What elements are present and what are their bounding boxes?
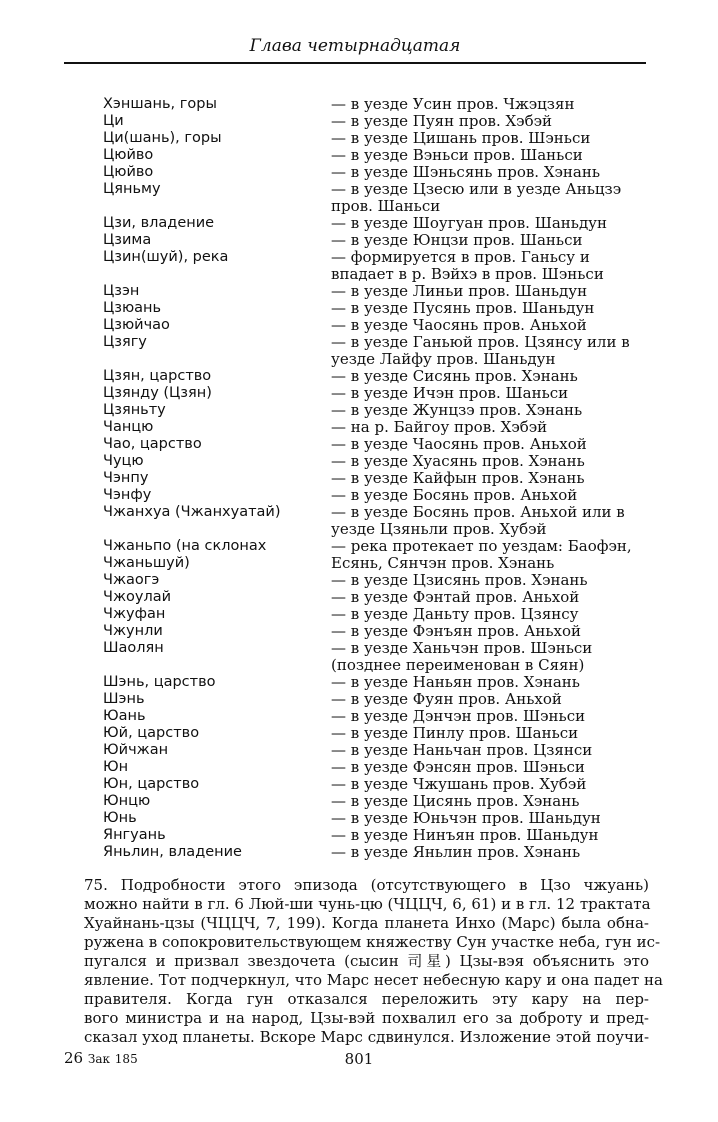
order-label: Зак	[87, 1052, 111, 1066]
place-location: — в уезде Наньян пров. Хэнань	[331, 673, 580, 691]
place-name: Юй, царство	[103, 725, 200, 741]
list-item	[103, 215, 648, 232]
place-location: — в уезде Сисянь пров. Хэнань	[331, 367, 578, 385]
place-location: — в уезде Цзесю или в уезде Аньцзэ пров. Шаньси	[331, 180, 622, 215]
place-name: Ци	[103, 113, 124, 129]
place-name: Чжунли	[103, 623, 163, 639]
place-location: — в уезде Нинъян пров. Шаньдун	[331, 826, 599, 844]
place-location: — в уезде Чжушань пров. Хубэй	[331, 775, 587, 793]
place-name: Цзин(шуй), река	[103, 249, 229, 265]
place-location: — в уезде Чаосянь пров. Аньхой	[331, 435, 587, 453]
place-name: Юн, царство	[103, 776, 200, 792]
list-item	[103, 300, 648, 317]
order-number: 185	[114, 1052, 138, 1066]
place-name: Хэншань, горы	[103, 96, 217, 112]
place-location: — в уезде Шоугуан пров. Шаньдун	[331, 214, 608, 232]
place-name: Юн	[103, 759, 129, 775]
list-item	[103, 844, 648, 861]
list-item	[103, 317, 648, 334]
list-item	[103, 470, 648, 487]
list-item	[103, 759, 648, 776]
place-name: Чжуфан	[103, 606, 166, 622]
place-location: — в уезде Фэнъян пров. Аньхой	[331, 622, 581, 640]
footnote-line: ружена в сопокровительствующем княжеству Сун участке неба, гун ис-	[84, 933, 661, 951]
place-name: Чуцю	[103, 453, 144, 469]
place-location: — в уезде Ичэн пров. Шаньси	[331, 384, 569, 402]
place-name: Цзягу	[103, 334, 147, 350]
place-name: Цзюйчао	[103, 317, 170, 333]
list-item	[103, 130, 648, 147]
place-location: — в уезде Босянь пров. Аньхой или в уезде Цзяньли пров. Хубэй	[331, 503, 625, 538]
place-location: — в уезде Пуян пров. Хэбэй	[331, 112, 553, 130]
place-location: — в уезде Босянь пров. Аньхой	[331, 486, 578, 504]
list-item	[103, 113, 648, 130]
place-name: Шаолян	[103, 640, 164, 656]
page-number: 801	[344, 1050, 374, 1068]
place-name: Цзян, царство	[103, 368, 212, 384]
place-location: — формируется в пров. Ганьсу и впадает в р. Вэйхэ в пров. Шэньси	[331, 248, 604, 283]
place-location: — в уезде Хуасянь пров. Хэнань	[331, 452, 585, 470]
footnote-line: Хуайнань-цзы (ЧЦЦЧ, 7, 199). Когда планета Инхо (Марс) была обна-	[84, 914, 649, 932]
place-location: — в уезде Наньчан пров. Цзянси	[331, 741, 593, 759]
list-item	[103, 776, 648, 793]
place-name: Цзюань	[103, 300, 162, 316]
place-location: — в уезде Чаосянь пров. Аньхой	[331, 316, 587, 334]
place-location: — река протекает по уездам: Баофэн, Есянь, Сянчэн пров. Хэнань	[331, 537, 632, 572]
list-item	[103, 96, 648, 113]
list-item	[103, 725, 648, 742]
place-name: Чжаогэ	[103, 572, 160, 588]
place-name: Цзэн	[103, 283, 140, 299]
place-name: Янгуань	[103, 827, 166, 843]
place-name: Цзима	[103, 232, 152, 248]
footnote-line: правителя. Когда гун отказался переложить эту кару на пер-	[84, 990, 649, 1008]
footnote-line: можно найти в гл. 6 Люй-ши чунь-цю (ЧЦЦЧ, 6, 61) и в гл. 12 трактата	[84, 895, 651, 913]
place-location: — в уезде Юньчэн пров. Шаньдун	[331, 809, 601, 827]
list-item	[103, 402, 648, 419]
place-location: — в уезде Жунцзэ пров. Хэнань	[331, 401, 583, 419]
footnote-line: сказал уход планеты. Вскоре Марс сдвинулся. Изложение этой поучи-	[84, 1028, 650, 1046]
place-name: Ци(шань), горы	[103, 130, 222, 146]
list-item	[103, 572, 648, 589]
place-location: — в уезде Пусянь пров. Шаньдун	[331, 299, 595, 317]
list-item	[103, 623, 648, 640]
footnote-line: явление. Тот подчеркнул, что Марс несет небесную кару и она падет на	[84, 971, 663, 989]
list-item	[103, 368, 648, 385]
place-location: — в уезде Фуян пров. Аньхой	[331, 690, 562, 708]
list-item	[103, 283, 648, 300]
page-header: Глава четырнадцатая	[249, 36, 461, 56]
place-name: Цзянду (Цзян)	[103, 385, 212, 401]
place-name: Чэнпу	[103, 470, 149, 486]
place-location: — в уезде Цишань пров. Шэньси	[331, 129, 591, 147]
list-item	[103, 742, 648, 759]
list-item	[103, 674, 648, 691]
list-item	[103, 708, 648, 725]
footnote-line: пугался и призвал звездочета (сысин 司星) Цзы-вэя объяснить это	[84, 952, 649, 970]
list-item	[103, 147, 648, 164]
place-name: Чжаньпо (на склонах Чжаньшуй)	[103, 538, 267, 571]
header-rule	[64, 62, 646, 64]
list-item	[103, 640, 648, 674]
list-item	[103, 181, 648, 215]
place-name: Юйчжан	[103, 742, 169, 758]
list-item	[103, 419, 648, 436]
footnote-line: 75. Подробности этого эпизода (отсутствующего в Цзо чжуань)	[84, 876, 649, 894]
place-name: Яньлин, владение	[103, 844, 242, 860]
place-name: Цзи, владение	[103, 215, 215, 231]
place-name: Чанцю	[103, 419, 154, 435]
list-item	[103, 385, 648, 402]
list-item	[103, 453, 648, 470]
place-location: — в уезде Фэнтай пров. Аньхой	[331, 588, 580, 606]
list-item	[103, 827, 648, 844]
place-location: — в уезде Юнцзи пров. Шаньси	[331, 231, 583, 249]
footnote-75	[84, 876, 663, 1047]
place-location: — в уезде Дэнчэн пров. Шэньси	[331, 707, 586, 725]
place-list	[103, 96, 648, 861]
place-name: Чжоулай	[103, 589, 172, 605]
list-item	[103, 691, 648, 708]
sheet-number: 26	[64, 1049, 84, 1067]
place-location: — в уезде Ханьчэн пров. Шэньси (позднее переименован в Сяян)	[331, 639, 593, 674]
list-item	[103, 606, 648, 623]
list-item	[103, 249, 648, 283]
place-location: — в уезде Усин пров. Чжэцзян	[331, 95, 575, 113]
list-item	[103, 793, 648, 810]
list-item	[103, 334, 648, 368]
place-name: Юань	[103, 708, 146, 724]
place-location: — в уезде Пинлу пров. Шаньси	[331, 724, 579, 742]
place-location: — в уезде Яньлин пров. Хэнань	[331, 843, 581, 861]
place-location: — в уезде Цисянь пров. Хэнань	[331, 792, 580, 810]
list-item	[103, 589, 648, 606]
place-location: — в уезде Кайфын пров. Хэнань	[331, 469, 585, 487]
place-location: — на р. Байгоу пров. Хэбэй	[331, 418, 548, 436]
place-location: — в уезде Линьи пров. Шаньдун	[331, 282, 588, 300]
place-location: — в уезде Шэньсянь пров. Хэнань	[331, 163, 601, 181]
place-name: Чао, царство	[103, 436, 202, 452]
place-location: — в уезде Даньту пров. Цзянсу	[331, 605, 579, 623]
list-item	[103, 487, 648, 504]
place-name: Цяньму	[103, 181, 161, 197]
place-location: — в уезде Цзисянь пров. Хэнань	[331, 571, 588, 589]
place-name: Юнцю	[103, 793, 151, 809]
place-location: — в уезде Ганьюй пров. Цзянсу или в уезде Лайфу пров. Шаньдун	[331, 333, 630, 368]
place-location: — в уезде Вэньси пров. Шаньси	[331, 146, 583, 164]
place-name: Юнь	[103, 810, 137, 826]
list-item	[103, 164, 648, 181]
list-item	[103, 538, 648, 572]
list-item	[103, 436, 648, 453]
place-name: Цюйво	[103, 147, 154, 163]
place-name: Цзяньту	[103, 402, 166, 418]
list-item	[103, 232, 648, 249]
place-name: Шэнь	[103, 691, 145, 707]
list-item	[103, 504, 648, 538]
footnote-line: вого министра и на народ, Цзы-вэй похвалил его за доброту и пред-	[84, 1009, 649, 1027]
place-name: Шэнь, царство	[103, 674, 216, 690]
place-name: Чэнфу	[103, 487, 152, 503]
place-location: — в уезде Фэнсян пров. Шэньси	[331, 758, 585, 776]
list-item	[103, 810, 648, 827]
place-name: Цюйво	[103, 164, 154, 180]
place-name: Чжанхуа (Чжанхуатай)	[103, 504, 281, 520]
